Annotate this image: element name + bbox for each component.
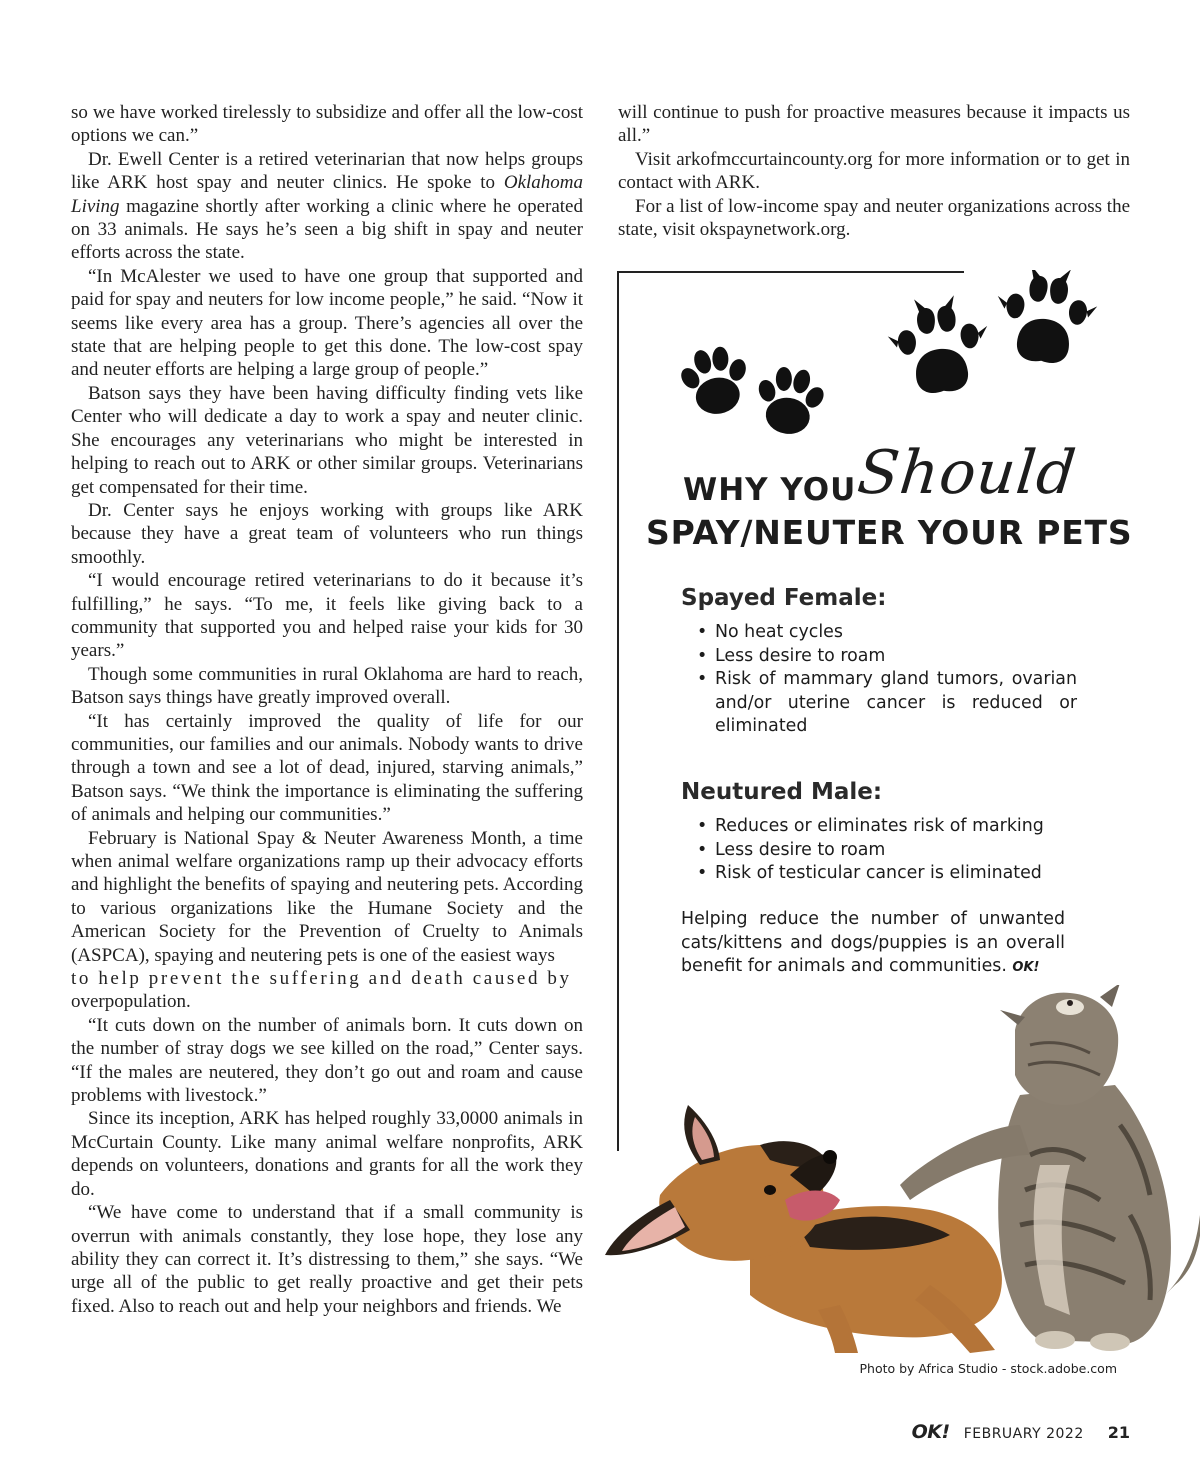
article-left-column: [71, 101, 583, 1318]
article-paragraph: [71, 148, 583, 265]
female-list: [697, 621, 1077, 739]
paragraph-text: Dr. Ewell Center is a retired veterinarian that now helps groups like ARK host spay and neuter clinics. He spoke to: [71, 148, 583, 194]
article-paragraph: For a list of low-income spay and neuter organizations across the state, visit okspaynetwork.org.: [618, 195, 1130, 241]
magazine-name: Oklahoma Living: [71, 172, 583, 217]
ok-end-mark: OK!: [1012, 960, 1040, 975]
article-paragraph: Batson says they have been having difficulty finding vets like Center who will dedicate a day to work a spay and neuter clinic. She encourages any veterinarians who might be interested in helping to reach out to ARK or other similar groups. Veterinarians get compensated for their time.: [71, 382, 583, 498]
male-heading: Neutured Male:: [681, 779, 883, 805]
article-paragraph: so we have worked tirelessly to subsidize and offer all the low-cost options we can.”: [71, 102, 583, 147]
article-paragraph: “In McAlester we used to have one group that supported and paid for spay and neuters for low income people,” he said. “Now it seems like every area has a group. There’s agencies all over the state that are helping people to get this done. The low-cost spay and neuter efforts are helping a large group of people.”: [71, 265, 583, 381]
article-paragraph: “We have come to understand that if a small community is overrun with animals constantly, they lose hope, they lose any ability they can correct it. It’s distressing to them,” she says. “We urge all of the public to get really proactive and get their pets fixed. Also to reach out and help your neighbors and friends. We: [71, 1202, 583, 1317]
list-item: • Risk of testicular cancer is eliminated: [697, 862, 1077, 886]
paw-prints-graphic: [675, 270, 1115, 450]
list-item: • Risk of mammary gland tumors, ovarian and/or uterine cancer is reduced or eliminated: [697, 668, 1077, 739]
paw-print-icon: [675, 341, 756, 419]
article-paragraph: “It has certainly improved the quality of life for our communities, our families and our animals. Nobody wants to drive through a town and see a lot of dead, injured, starving animals,” Batson says. “We think the importance is eliminating the suffering of animals and helping our communities.”: [71, 710, 583, 826]
article-paragraph: Though some communities in rural Oklahoma are hard to reach, Batson says things have greatly improved overall.: [71, 663, 583, 709]
page-footer: [912, 1421, 1130, 1443]
list-item: • Reduces or eliminates risk of marking: [697, 815, 1077, 839]
article-paragraph: overpopulation.: [71, 991, 191, 1013]
sidebar-title-line2: SPAY/NEUTER YOUR PETS: [646, 513, 1133, 552]
sidebar-title-line1: WHY YOU: [683, 472, 857, 508]
list-item: • Less desire to roam: [697, 839, 1077, 863]
page-number: 21: [1107, 1423, 1130, 1442]
article-paragraph: will continue to push for proactive measures because it impacts us all.”: [618, 102, 1130, 147]
photo-credit: Photo by Africa Studio - stock.adobe.com: [859, 1361, 1117, 1376]
article-paragraph: to help prevent the suffering and death caused by: [71, 968, 572, 990]
article-paragraph: Dr. Center says he enjoys working with groups like ARK because they have a great team of volunteers who run things smoothly.: [71, 499, 583, 568]
article-paragraph: Visit arkofmccurtaincounty.org for more information or to get in contact with ARK.: [618, 148, 1130, 194]
article-paragraph: “It cuts down on the number of animals born. It cuts down on the number of stray dogs we see killed on the road,” Center says. “If the males are neutered, they don’t go out and roam and cause problems with livestock.”: [71, 1014, 583, 1107]
claw-paw-print-icon: [884, 292, 993, 397]
footer-date: FEBRUARY 2022: [963, 1426, 1084, 1442]
list-item: • Less desire to roam: [697, 645, 1077, 669]
dog-and-cat-photo: [600, 985, 1200, 1355]
claw-paw-print-icon: [991, 270, 1100, 367]
sidebar-closing: [681, 908, 1065, 980]
closing-text: Helping reduce the number of unwanted cats/kittens and dogs/puppies is an overall benefit for animals and communities.: [681, 909, 1065, 976]
footer-brand-logo: OK!: [911, 1421, 950, 1443]
sidebar-title-script: Should: [854, 438, 1080, 508]
male-list: [697, 815, 1077, 886]
article-paragraph: February is National Spay & Neuter Awareness Month, a time when animal welfare organizations ramp up their advocacy efforts and highlight the benefits of spaying and neutering pets. According to various organizations like the Humane Society and the American Society for the Prevention of Cruelty to Animals (ASPCA), spaying and neutering pets is one of the easiest ways: [71, 827, 583, 966]
article-right-column: [618, 101, 1130, 241]
article-paragraph: Since its inception, ARK has helped roughly 33,0000 animals in McCurtain County. Like many animal welfare nonprofits, ARK depends on volunteers, donations and grants for all the work they do.: [71, 1108, 583, 1200]
paw-print-icon: [750, 362, 830, 438]
paragraph-text: magazine shortly after working a clinic where he operated on 33 animals. He says he’s seen a big shift in spay and neuter efforts across the state.: [71, 195, 583, 264]
cat-body: [998, 1085, 1171, 1343]
list-item: • No heat cycles: [697, 621, 1077, 645]
article-paragraph: “I would encourage retired veterinarians to do it because it’s fulfilling,” he says. “To me, it feels like giving back to a community that supported you and helped raise your kids for 30 years.”: [71, 570, 583, 662]
female-heading: Spayed Female:: [681, 585, 887, 611]
